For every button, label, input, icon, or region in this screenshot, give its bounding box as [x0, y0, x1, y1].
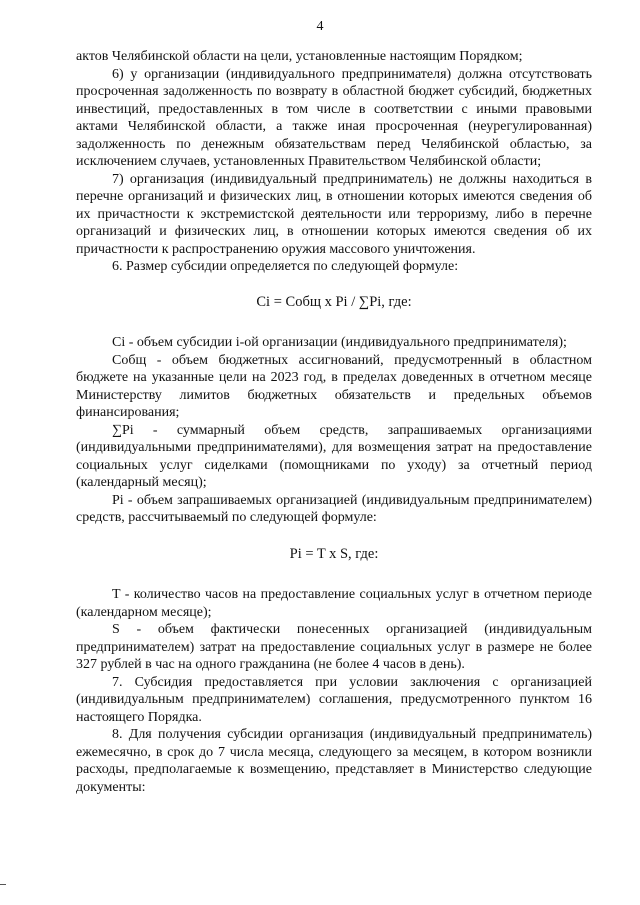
paragraph-item-6-debt: 6) у организации (индивидуального предпринимателя) должна отсутствовать просроченная задолженность по возврату в областной бюджет субсидий, бюджетных инвестиций, предоставленных в том числе в соответствии с иными правовыми актами Челябинской области, а также иная просроченная (неурегулированная) задолженность по денежным обязательствам перед Челябинской областью, за исключением случаев, установленных Правительством Челябинской области; [76, 66, 592, 169]
paragraph-def-pi: Pi - объем запрашиваемых организацией (индивидуальным предпринимателем) средств, рассчитываемый по следующей формуле: [76, 492, 592, 525]
paragraph-def-t: T - количество часов на предоставление социальных услуг в отчетном периоде (календарном месяце); [76, 587, 592, 620]
paragraph-continuation: актов Челябинской области на цели, установленные настоящим Порядком; [76, 49, 523, 64]
formula-pi: Pi = T х S, где: [289, 545, 379, 562]
paragraph-section-8: 8. Для получения субсидии организация (индивидуальный предприниматель) ежемесячно, в срок до 7 числа месяца, следующего за месяцем, в котором возникли расходы, предполагаемые к возмещению, представляет в Министерство следующие документы: [76, 727, 592, 795]
scan-edge-mark [0, 884, 6, 885]
paragraph-def-s: S - объем фактически понесенных организацией (индивидуальным предпринимателем) затрат на предоставление социальных услуг в размере не более 327 рублей в час на одного гражданина (не более 4 часов в день). [76, 622, 592, 672]
formula-subsidy: Ci = Cобщ х Pi / ∑Pi, где: [256, 293, 412, 310]
page-number: 4 [316, 19, 324, 34]
paragraph-section-7: 7. Субсидия предоставляется при условии заключения с организацией (индивидуальным предпринимателем) соглашения, предусмотренного пунктом 16 настоящего Порядка. [76, 674, 592, 725]
document-body [76, 48, 592, 796]
paragraph-def-ci: Ci - объем субсидии i-ой организации (индивидуального предпринимателя); [112, 335, 567, 350]
paragraph-section-6: 6. Размер субсидии определяется по следующей формуле: [112, 259, 459, 274]
paragraph-item-7-extremism: 7) организация (индивидуальный предприниматель) не должны находиться в перечне организаций и физических лиц, в отношении которых имеются сведения об их причастности к экстремистской деятельности или терроризму, либо в перечне организаций и физических лиц, в отношении которых имеются сведения об их причастности к распространению оружия массового уничтожения. [76, 171, 592, 257]
paragraph-def-sum-pi: ∑Pi - суммарный объем средств, запрашиваемых организациями (индивидуальными предпринимателями), для возмещения затрат на предоставление социальных услуг сиделками (помощниками по уходу) за отчетный период (календарный месяц); [76, 422, 592, 490]
paragraph-def-cobsh: Cобщ - объем бюджетных ассигнований, предусмотренный в областном бюджете на указанные цели на 2023 год, в пределах доведенных в отчетном месяце Министерству лимитов бюджетных обязательств и предельных объемов финансирования; [76, 352, 592, 420]
